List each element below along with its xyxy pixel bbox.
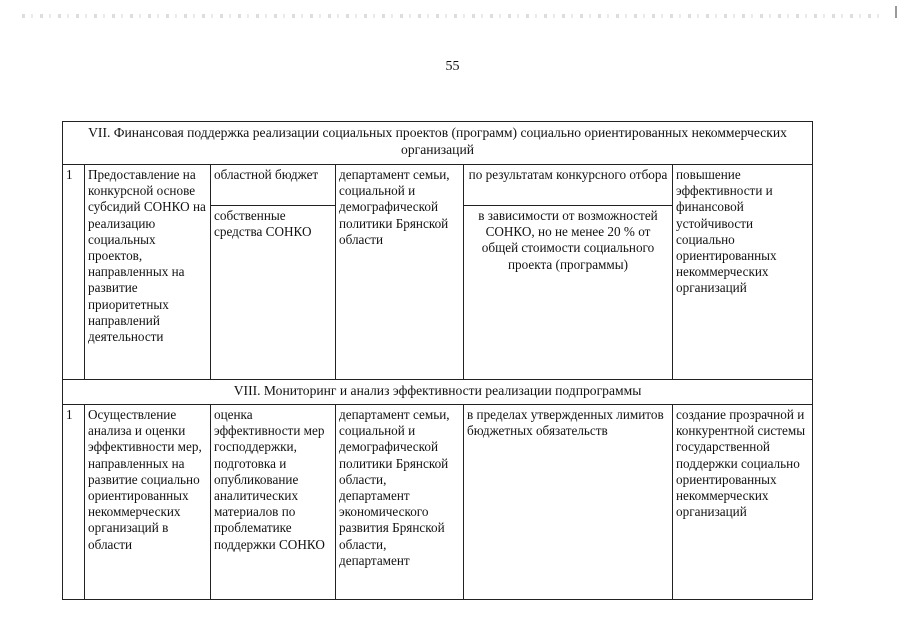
funding-amount-cell: в пределах утвержденных лимитов бюджетных обязательств [464, 405, 673, 600]
scan-artifact-strip [22, 14, 882, 18]
expected-result-cell: повышение эффективности и финансовой устойчивости социально ориентированных некоммерческих организаций [673, 165, 813, 380]
funding-source-cell: собственные средства СОНКО [211, 205, 336, 379]
program-table [62, 121, 813, 600]
section-title: VIII. Мониторинг и анализ эффективности реализации подпрограммы [63, 380, 813, 405]
section-title: VII. Финансовая поддержка реализации социальных проектов (программ) социально ориентированных некоммерческих организаций [63, 122, 813, 165]
table-row [63, 405, 813, 600]
page-number: 55 [445, 59, 460, 74]
scan-artifact-mark [895, 6, 897, 18]
measure-cell: Осуществление анализа и оценки эффективности мер, направленных на развитие социально ориентированных некоммерческих организаций в области [85, 405, 211, 600]
table-row [63, 165, 813, 206]
funding-amount-cell: в зависимости от возможностей СОНКО, но не менее 20 % от общей стоимости социального проекта (программы) [464, 205, 673, 379]
section-header-row [63, 380, 813, 405]
section-header-row [63, 122, 813, 165]
funding-amount-cell: по результатам конкурсного отбора [464, 165, 673, 206]
executor-cell: департамент семьи, социальной и демографической политики Брянской области [336, 165, 464, 380]
executor-cell: департамент семьи, социальной и демографической политики Брянской области, департамент экономического развития Брянской области, департамент [336, 405, 464, 600]
row-number: 1 [63, 165, 85, 380]
row-number: 1 [63, 405, 85, 600]
funding-source-cell: оценка эффективности мер господдержки, подготовка и опубликование аналитических материалов по проблематике поддержки СОНКО [211, 405, 336, 600]
funding-source-cell: областной бюджет [211, 165, 336, 206]
measure-cell: Предоставление на конкурсной основе субсидий СОНКО на реализацию социальных проектов, направленных на развитие приоритетных направлений деятельности [85, 165, 211, 380]
expected-result-cell: создание прозрачной и конкурентной системы государственной поддержки социально ориентированных некоммерческих организаций [673, 405, 813, 600]
